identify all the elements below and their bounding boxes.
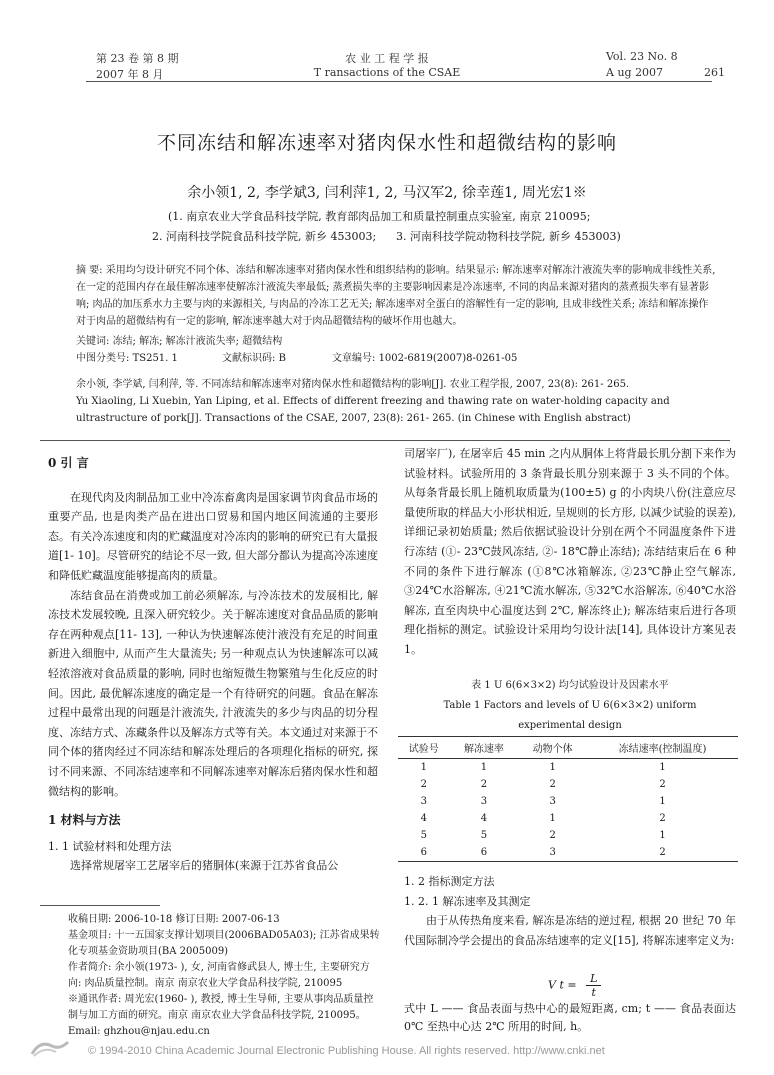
table-cell: 5 (420, 830, 427, 841)
footnote-corresponding: ※通讯作者: 周光宏(1960- ), 教授, 博士生导师, 主要从事肉品质量控制与加工方面的研究。南京 南京农业大学食品科技学院, 210095。Email: ghzhou@njau.edu.cn (68, 994, 374, 1037)
table-cell: 1 (659, 830, 666, 841)
table-row (398, 776, 738, 793)
table-cell: 1 (659, 796, 666, 807)
table-cell: 3 (518, 844, 587, 862)
table-cell: 1 (659, 762, 666, 773)
table-cell: 3 (549, 796, 556, 807)
keywords-label: 关键词: (76, 336, 110, 347)
table-row (398, 827, 738, 844)
table-cell: 4 (420, 813, 427, 824)
keywords-text: 冻结; 解冻; 解冻汁液流失率; 超微结构 (112, 336, 283, 347)
table-title-cn: 表 1 U 6(6×3×2) 均匀试验设计及因素水平 (471, 680, 669, 691)
keywords (76, 332, 282, 347)
volume-issue-cn: 第 23 卷 第 8 期 (96, 52, 179, 65)
table-cell: 5 (480, 830, 488, 841)
table-title-en-2: experimental design (518, 720, 622, 731)
table-cell: 2 (659, 779, 666, 790)
header-rule (86, 81, 712, 82)
footnote-author: 作者简介: 余小领(1973- ), 女, 河南省修武县人, 博士生, 主要研究方向: 肉品质量控制。南京 南京农业大学食品科技学院, 210095 (68, 962, 370, 989)
table-cell: 6 (398, 844, 450, 862)
table-cell: 2 (549, 779, 556, 790)
left-column (48, 454, 378, 876)
formula-lhs: V t = (548, 978, 577, 992)
abstract-text: 采用均匀设计研究不同个体、冻结和解冻速率对猪肉保水性和组织结构的影响。结果显示: 解冻速率对解冻汁液流失率的影响成非线性关系, 在一定的范围内存在最佳解冻速率使解冻汁液流失率最低; 蒸煮损失率的主要影响因素是冷冻速率, 不同的肉品来源对猪肉的蒸煮损失率有显著影响; 肉品的加压系水力主要与肉的来源相关, 与肉品的冷冻工艺无关; 解冻速率对全蛋白的溶解性有一定的影响, 且成非线性关系; 冻结和解冻操作对于肉品的超微结构有一定的影响, 解冻速率越大对于肉品超微结构的破坏作用也越大。 (76, 265, 716, 327)
affiliation-line-2a: 2. 河南科技学院食品科技学院, 新乡 453003; (152, 230, 377, 243)
copyright-footer: © 1994-2010 China Academic Journal Electronic Publishing House. All rights reserved. http://www.cnki.net (88, 1045, 605, 1057)
table-row (398, 810, 738, 827)
citation-en: Yu Xiaoling, Li Xuebin, Yan Liping, et al. Effects of different freezing and thawing rate on water-holding capacity and ultrastructure of pork[J]. Transactions of the CSAE, 2007, 23(8): 261- 265. (in Chinese with English abstract) (76, 396, 670, 424)
table-cell: 1 (549, 813, 556, 824)
formula-denominator: t (591, 986, 596, 999)
method-paragraph-2: 司屠宰厂), 在屠宰后 45 min 之内从胴体上将背最长肌分割下来作为试验材料。试验所用的 3 条背最长肌分别来源于 3 头不同的个体。从每条背最长肌上随机取质量为(100±5) g 的小肉块八份(注意应尽量使所取的样品大小形状相近, 呈规则的长方形, 以减少试验的误差), 详细记录初始质量; 然后依据试验设计分别在两个不同温度条件下进行冻结 (①- 23℃鼓风冻结, ②- 18℃静止冻结); 冻结结束后在 6 种不同的条件下进行解冻 (①8℃冰箱解冻, ②23℃静止空气解冻, ③24℃水浴解冻, ④21℃流水解冻, ⑤32℃水浴解冻, ⑥40℃水浴解冻, 直至肉块中心温度达到 2℃, 解冻终止); 解冻结束后进行各项理化指标的测定。试验设计采用均匀设计法[14], 具体设计方案见表 1。 (404, 447, 736, 656)
journal-name-en: T ransactions of the CSAE (313, 66, 461, 79)
date-en: A ug 2007 (606, 66, 664, 79)
formula (548, 972, 601, 999)
section-1-heading: 1 材料与方法 (48, 813, 121, 828)
right-column-lower (404, 872, 736, 950)
volume-issue-en: Vol. 23 No. 8 (606, 50, 678, 63)
thaw-rate-paragraph: 由于从传热角度来看, 解冻是冻结的逆过程, 根据 20 世纪 70 年代国际制冷学会提出的食品冻结速率的定义[15], 将解冻速率定义为: (404, 914, 736, 947)
table-title-en-1: Table 1 Factors and levels of U 6(6×3×2) uniform (443, 700, 697, 711)
table-cell: 2 (480, 779, 488, 790)
footnote-rule (40, 905, 160, 906)
intro-paragraph-1: 在现代肉及肉制品加工业中冷冻畜禽肉是国家调节肉食品市场的重要产品, 也是肉类产品在进出口贸易和国内地区间流通的主要形态。有关冷冻速度和肉的贮藏温度对冷冻肉的影响的研究已有大量报道[1- 10]。尽管研究的结论不尽一致, 但大部分都认为提高冷冻速度和降低贮藏温度能够提高肉的质量。 (48, 490, 378, 582)
table-cell: 1 (480, 762, 488, 773)
affiliation-line-1: (1. 南京农业大学食品科技学院, 教育部肉品加工和质量控制重点实验室, 南京 210095; (168, 210, 591, 223)
section-0-heading: 0 引 言 (48, 456, 89, 470)
intro-paragraph-2: 冻结食品在消费或加工前必须解冻, 与冷冻技术的发展相比, 解冻技术发展较晚, 且深入研究较少。关于解冻速度对食品品质的影响存在两种观点[11- 13], 一种认为快速解冻使汁液没有充足的时间重新进入细胞中, 从而产生大量流失; 另一种观点认为快速解冻可以减轻浓溶液对食品质量的影响, 同时也缩短微生物繁殖与生化反应的时间。因此, 最优解冻速度的确定是一个有待研究的问题。食品在解冻过程中最常出现的问题是汁液流失, 汁液流失的多少与肉品的切分程度、冻结方式、冻藏条件以及解冻方式等有关。本文通过对来源于不同个体的猪肉经过不同冻结和解冻处理后的各项理化指标的研究, 探讨不同来源、不同冻结速率和不同解冻速率对解冻后猪肉保水性和超微结构的影响。 (48, 588, 378, 798)
article-value: 1002-6819(2007)8-0261-05 (378, 353, 518, 364)
method-paragraph-1: 选择常规屠宰工艺屠宰后的猪胴体(来源于江苏省食品公 (70, 859, 339, 873)
formula-explanation: 式中 L —— 食品表面与热中心的最短距离, cm; t —— 食品表面达 0℃ 至热中心达 2℃ 所用的时间, h。 (404, 1002, 736, 1033)
table-cell: 1 (549, 762, 556, 773)
article-label: 文章编号: (332, 353, 376, 364)
table-row (398, 793, 738, 810)
table-cell: 3 (420, 796, 427, 807)
year-month-cn: 2007 年 8 月 (96, 68, 164, 81)
footnote-dates: 收稿日期: 2006-10-18 修订日期: 2007-06-13 (68, 914, 280, 925)
table-cell: 2 (587, 844, 738, 862)
paper-title: 不同冻结和解冻速率对猪肉保水性和超微结构的影响 (156, 132, 617, 154)
table-caption (404, 676, 736, 736)
doc-label: 文献标识码: (222, 353, 276, 364)
table-cell: 1 (420, 762, 427, 773)
clc-label: 中图分类号: (76, 353, 130, 364)
abstract (76, 262, 716, 330)
table-header-cell: 试验号 (398, 737, 450, 759)
design-table-wrap (398, 736, 738, 862)
section-1-2-heading: 1. 2 指标测定方法 (404, 875, 495, 888)
section-1-2-1-heading: 1. 2. 1 解冻速率及其测定 (404, 894, 531, 908)
article-number (332, 349, 517, 364)
table-header-cell: 冻结速率(控制温度) (587, 737, 738, 759)
section-1-1-heading: 1. 1 试验材料和处理方法 (48, 839, 172, 853)
table-cell: 4 (480, 813, 488, 824)
journal-name-cn: 农 业 工 程 学 报 (345, 52, 429, 65)
table-header-cell: 解冻速率 (450, 737, 519, 759)
page-number: 261 (704, 66, 725, 79)
design-table (398, 736, 738, 862)
table-cell: 2 (549, 830, 556, 841)
doc-value: B (278, 353, 286, 364)
publisher-logo-icon (30, 1038, 70, 1058)
table-cell: 2 (659, 813, 666, 824)
footnotes (68, 912, 380, 1040)
formula-numerator: L (586, 972, 601, 986)
citation-cn: 余小领, 李学斌, 闫利萍, 等. 不同冻结和解冻速率对猪肉保水性和超微结构的影响[J]. 农业工程学报, 2007, 23(8): 261- 265. (76, 379, 630, 390)
table-cell: 2 (420, 779, 427, 790)
right-column (404, 444, 736, 660)
section-divider (40, 440, 730, 441)
table-row (398, 844, 738, 862)
table-header-cell: 动物个体 (518, 737, 587, 759)
clc-number (76, 349, 178, 364)
table-row (398, 759, 738, 777)
footnote-funding: 基金项目: 十一五国家支撑计划项目(2006BAD05A03); 江苏省成果转化专项基金资助项目(BA 2005009) (68, 930, 380, 957)
abstract-label: 摘 要: (76, 265, 103, 276)
affiliation-line-2b: 3. 河南科技学院动物科技学院, 新乡 453003) (396, 230, 621, 243)
author-list: 余小领1, 2, 李学斌3, 闫利萍1, 2, 马汉军2, 徐幸莲1, 周光宏1※ (187, 185, 587, 201)
table-cell: 6 (450, 844, 519, 862)
document-code (222, 349, 286, 364)
clc-value: TS251. 1 (132, 353, 178, 364)
table-cell: 3 (480, 796, 488, 807)
